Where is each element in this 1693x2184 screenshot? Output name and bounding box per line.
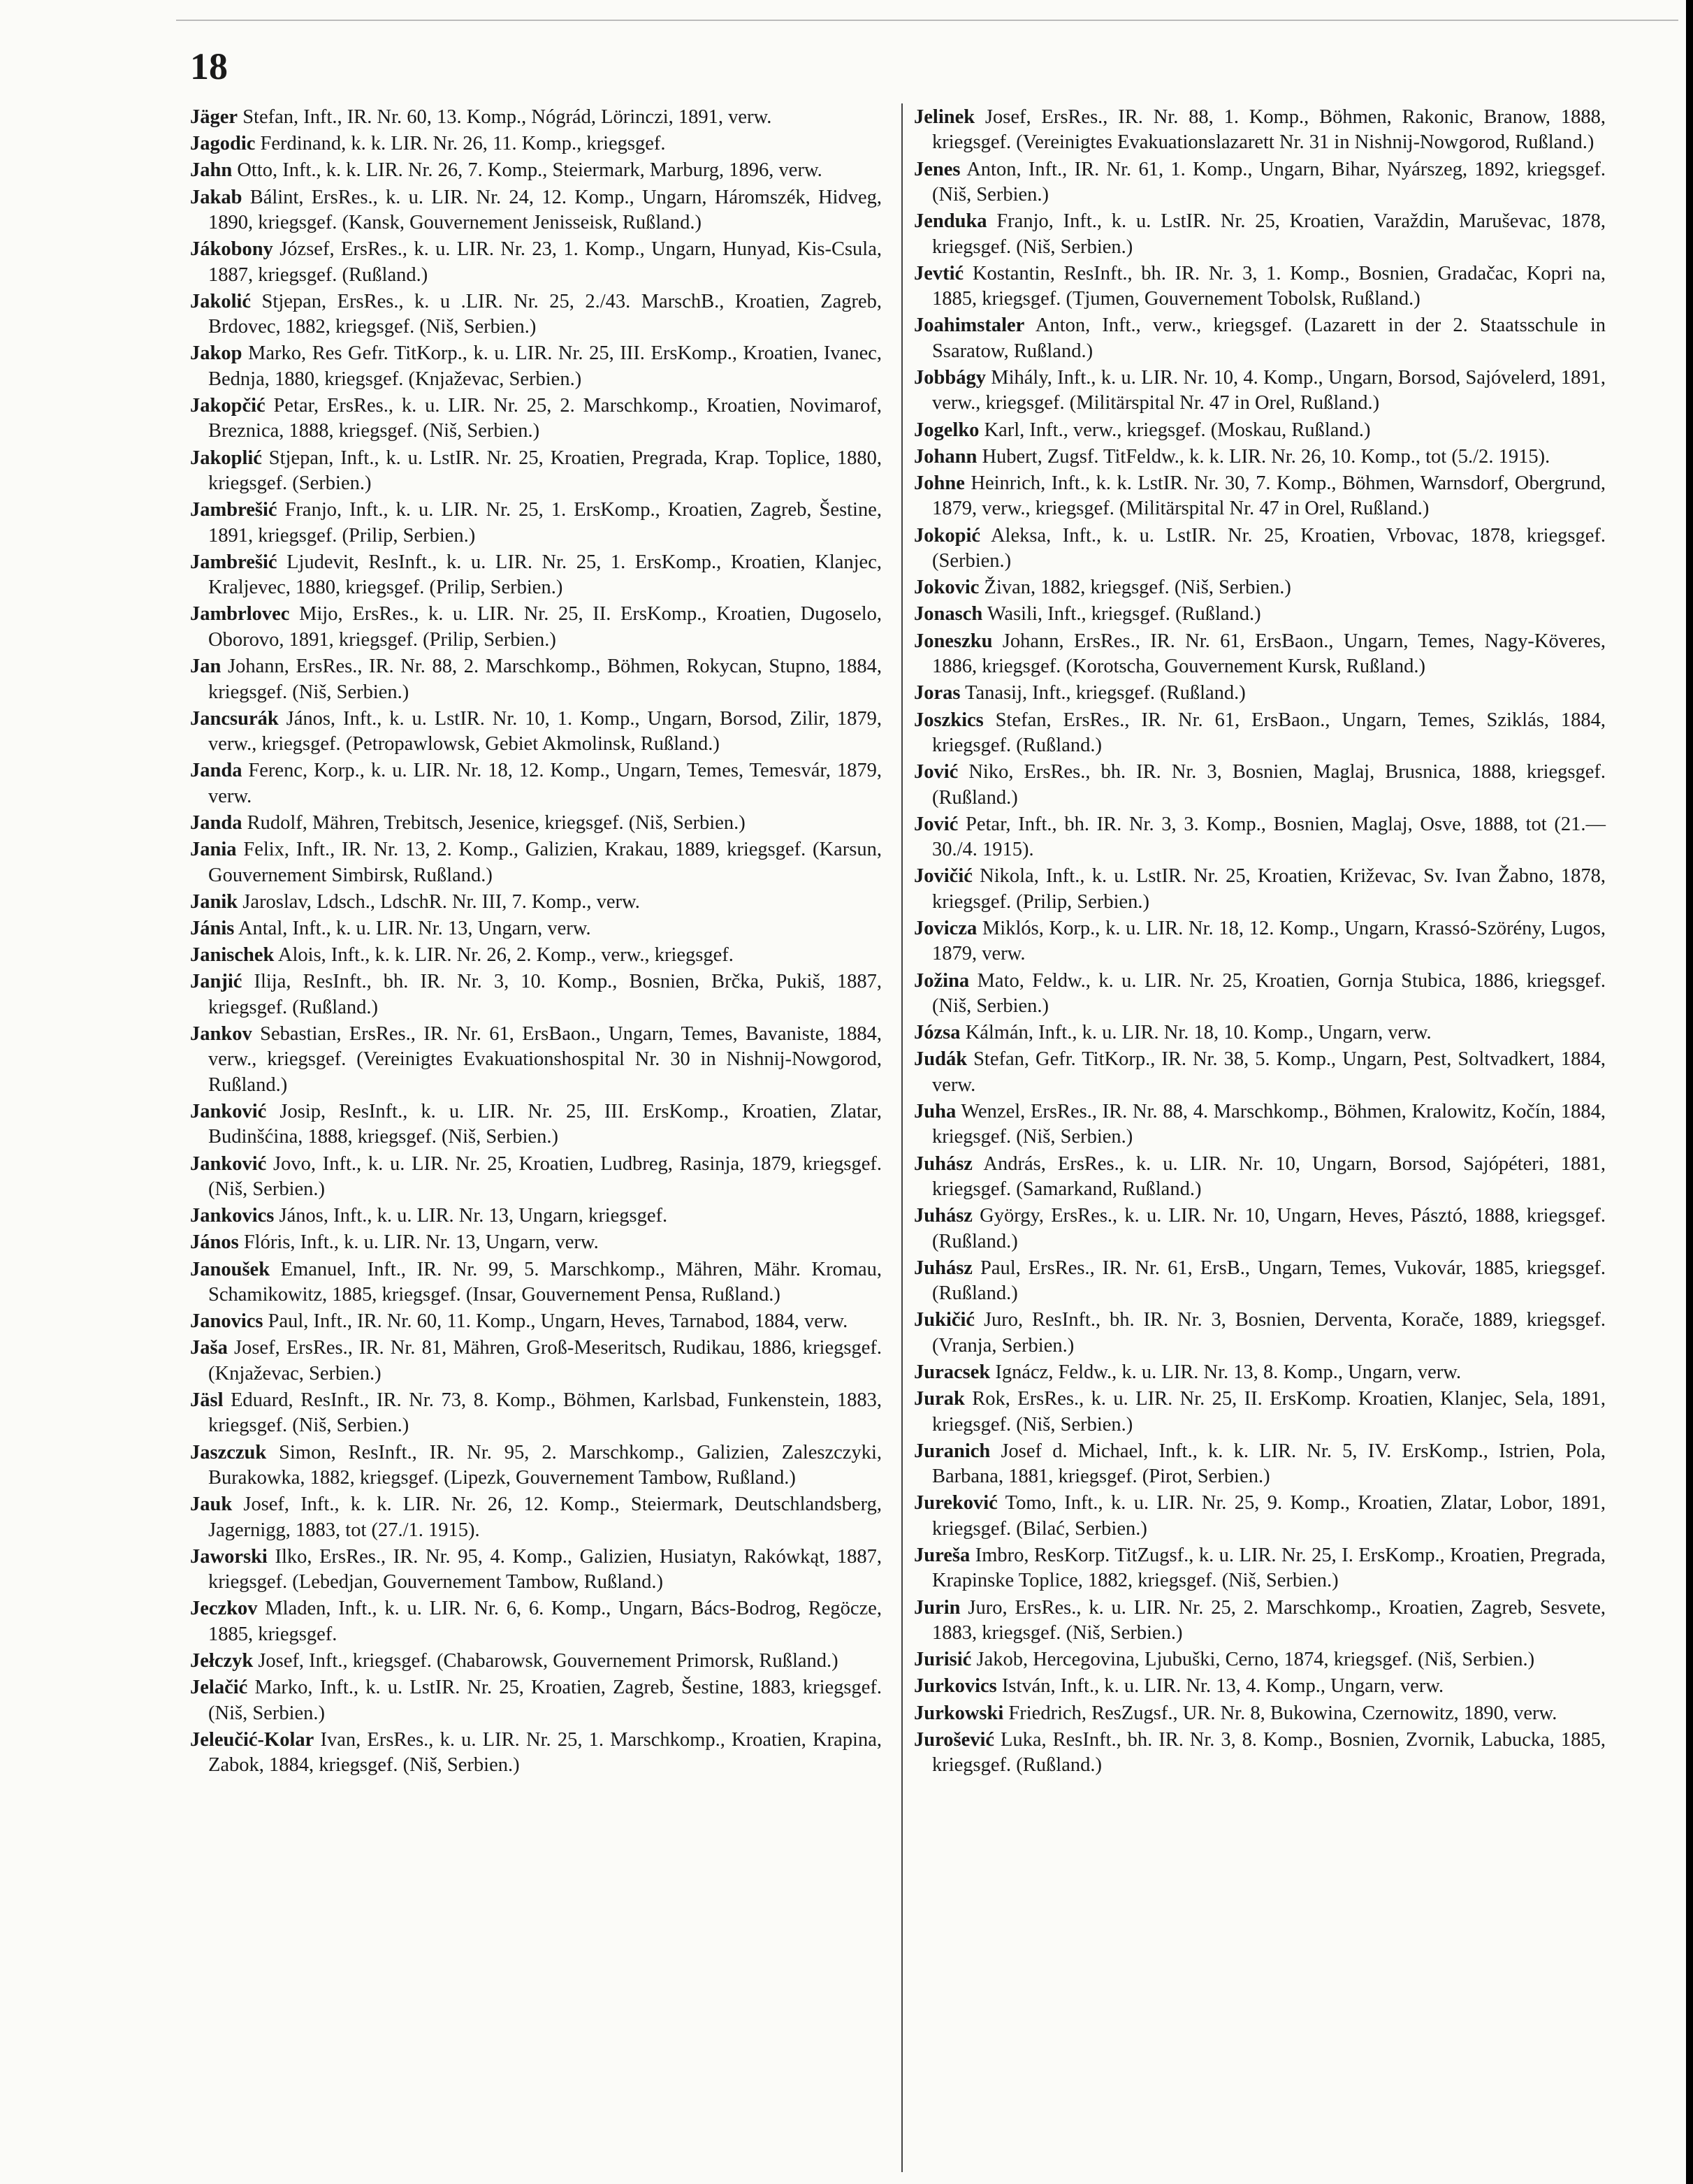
entry-details: Stjepan, Inft., k. u. LstIR. Nr. 25, Kroatien, Pregrada, Krap. Toplice, 1880, kriegsgef. (Serbien.)	[208, 447, 882, 495]
register-entry	[914, 1674, 1606, 1699]
entry-surname: Jauk	[190, 1494, 233, 1516]
entry-surname: Jambrlovec	[190, 603, 290, 625]
entry-surname: Jania	[190, 839, 237, 861]
entry-surname: Jenduka	[914, 210, 987, 233]
register-entry	[190, 393, 882, 444]
entry-surname: Jogelko	[914, 419, 980, 441]
left-column	[190, 105, 882, 1779]
entry-details: Rok, ErsRes., k. u. LIR. Nr. 25, II. ErsKomp. Kroatien, Klanjec, Sela, 1891, kriegsgef. (Niš, Serbien.)	[932, 1388, 1606, 1435]
register-entry	[190, 1545, 882, 1596]
entry-details: Aleksa, Inft., k. u. LstIR. Nr. 25, Kroatien, Vrbovac, 1878, kriegsgef. (Serbien.)	[932, 524, 1606, 572]
entry-surname: Jurkovics	[914, 1675, 997, 1698]
entry-surname: Janda	[190, 811, 242, 834]
register-entry	[914, 1647, 1606, 1672]
entry-details: Otto, Inft., k. k. LIR. Nr. 26, 7. Komp., Steiermark, Marburg, 1896, verw.	[232, 159, 822, 182]
register-entry	[190, 916, 882, 941]
entry-surname: Janik	[190, 890, 238, 913]
register-entry	[190, 446, 882, 497]
entry-surname: Juranich	[914, 1440, 991, 1462]
register-entry	[190, 1309, 882, 1334]
entry-surname: Jaša	[190, 1337, 228, 1359]
entry-details: Marko, Res Gefr. TitKorp., k. u. LIR. Nr. 25, III. ErsKomp., Kroatien, Ivanec, Bednja, 1880, kriegsgef. (Knjaževac, Serbien.)	[208, 342, 882, 390]
register-entry	[190, 1022, 882, 1098]
entry-surname: Jankov	[190, 1022, 252, 1045]
entry-surname: Jurkowski	[914, 1702, 1004, 1724]
entry-details: Petar, Inft., bh. IR. Nr. 3, 3. Komp., Bosnien, Maglaj, Osve, 1888, tot (21.—30./4. 1915).	[932, 813, 1606, 861]
entry-surname: Jović	[914, 761, 959, 783]
entry-surname: Jelačić	[190, 1677, 248, 1699]
entry-details: Anton, Inft., verw., kriegsgef. (Lazarett in der 2. Staatsschule in Ssaratow, Rußland.)	[932, 314, 1606, 362]
register-entry	[190, 1152, 882, 1203]
entry-details: Stefan, Inft., IR. Nr. 60, 13. Komp., Nógrád, Lörinczi, 1891, verw.	[238, 106, 772, 128]
register-entry	[190, 1336, 882, 1387]
entry-surname: Jakolić	[190, 290, 252, 312]
entry-surname: Jakop	[190, 342, 242, 365]
entry-details: János, Inft., k. u. LstIR. Nr. 10, 1. Komp., Ungarn, Borsod, Zilir, 1879, verw., kriegsgef. (Petropawlowsk, Gebiet Akmolinsk, Rußland.)	[208, 707, 882, 755]
entry-details: Johann, ErsRes., IR. Nr. 61, ErsBaon., Ungarn, Temes, Nagy-Köveres, 1886, kriegsgef. (Korotscha, Gouvernement Kursk, Rußland.)	[932, 630, 1606, 678]
register-entry	[914, 969, 1606, 1020]
register-entry	[914, 1596, 1606, 1647]
register-entry	[190, 1492, 882, 1543]
entry-details: Nikola, Inft., k. u. LstIR. Nr. 25, Kroatien, Križevac, Sv. Ivan Žabno, 1878, kriegsgef. (Prilip, Serbien.)	[932, 865, 1606, 913]
entry-surname: Jenes	[914, 158, 961, 180]
entry-surname: Jović	[914, 813, 959, 835]
entry-surname: Janković	[190, 1152, 267, 1175]
entry-surname: Jákobony	[190, 238, 273, 261]
entry-surname: Jagodic	[190, 133, 256, 155]
entry-surname: Jełczyk	[190, 1650, 254, 1672]
register-entry	[190, 1388, 882, 1439]
right-column	[914, 105, 1606, 1779]
entry-surname: Jokopić	[914, 524, 981, 547]
register-entry	[190, 185, 882, 236]
entry-surname: Jovicza	[914, 917, 978, 939]
register-entry	[190, 1596, 882, 1647]
entry-details: Tomo, Inft., k. u. LIR. Nr. 25, 9. Komp., Kroatien, Zlatar, Lobor, 1891, kriegsgef. (Bilać, Serbien.)	[932, 1492, 1606, 1540]
entry-surname: Johne	[914, 472, 965, 495]
entry-details: Kálmán, Inft., k. u. LIR. Nr. 18, 10. Komp., Ungarn, verw.	[960, 1022, 1432, 1044]
register-entry	[190, 890, 882, 915]
entry-details: Marko, Inft., k. u. LstIR. Nr. 25, Kroatien, Zagreb, Šestine, 1883, kriegsgef. (Niš, Serbien.)	[208, 1677, 882, 1724]
entry-surname: Janjić	[190, 971, 242, 993]
register-entry	[190, 341, 882, 392]
entry-details: Josip, ResInft., k. u. LIR. Nr. 25, III. ErsKomp., Kroatien, Zlatar, Budinšćina, 1888, kriegsgef. (Niš, Serbien.)	[208, 1100, 882, 1148]
entry-details: Juro, ResInft., bh. IR. Nr. 3, Bosnien, Derventa, Korače, 1889, kriegsgef. (Vranja, Serbien.)	[932, 1309, 1606, 1357]
register-entry	[914, 1701, 1606, 1726]
register-entry	[190, 1257, 882, 1308]
entry-surname: Janovics	[190, 1310, 263, 1333]
entry-surname: Juhász	[914, 1152, 973, 1175]
entry-surname: Jancsurák	[190, 707, 279, 730]
register-entry	[190, 1099, 882, 1150]
entry-surname: Jaszczuk	[190, 1441, 267, 1463]
entry-details: Wenzel, ErsRes., IR. Nr. 88, 4. Marschkomp., Böhmen, Kralowitz, Kočín, 1884, kriegsgef. (Niš, Serbien.)	[932, 1100, 1606, 1148]
register-entry	[190, 1728, 882, 1779]
register-entry	[914, 1728, 1606, 1779]
register-entry	[190, 969, 882, 1020]
entry-surname: Judák	[914, 1048, 968, 1071]
entry-details: Johann, ErsRes., IR. Nr. 88, 2. Marschkomp., Böhmen, Rokycan, Stupno, 1884, kriegsgef. (Niš, Serbien.)	[208, 656, 882, 703]
entry-surname: Jankovics	[190, 1205, 275, 1227]
entry-details: Rudolf, Mähren, Trebitsch, Jesenice, kriegsgef. (Niš, Serbien.)	[242, 811, 746, 834]
entry-details: György, ErsRes., k. u. LIR. Nr. 10, Ungarn, Heves, Pásztó, 1888, kriegsgef. (Rußland.)	[932, 1205, 1606, 1252]
entry-surname: Jakoplić	[190, 447, 262, 469]
entry-surname: Jeczkov	[190, 1598, 258, 1620]
entry-details: Stefan, Gefr. TitKorp., IR. Nr. 38, 5. Komp., Ungarn, Pest, Soltvadkert, 1884, verw.	[932, 1048, 1606, 1096]
entry-details: Mato, Feldw., k. u. LIR. Nr. 25, Kroatien, Gornja Stubica, 1886, kriegsgef. (Niš, Serbien.)	[932, 969, 1606, 1017]
entry-details: Ferdinand, k. k. LIR. Nr. 26, 11. Komp., kriegsgef.	[255, 133, 666, 155]
entry-surname: Jakopčić	[190, 395, 266, 417]
register-entry	[914, 1491, 1606, 1542]
entry-details: Niko, ErsRes., bh. IR. Nr. 3, Bosnien, Maglaj, Brusnica, 1888, kriegsgef. (Rußland.)	[932, 761, 1606, 809]
register-entry	[914, 313, 1606, 364]
entry-details: Ivan, ErsRes., k. u. LIR. Nr. 25, 1. Marschkomp., Kroatien, Krapina, Zabok, 1884, kriegsgef. (Niš, Serbien.)	[208, 1728, 882, 1777]
entry-details: Franjo, Inft., k. u. LstIR. Nr. 25, Kroatien, Varaždin, Maruševac, 1878, kriegsgef. (Niš, Serbien.)	[932, 210, 1606, 258]
entry-surname: Jahn	[190, 159, 233, 182]
entry-surname: Jambrešić	[190, 551, 277, 573]
entry-details: Mihály, Inft., k. u. LIR. Nr. 10, 4. Komp., Ungarn, Borsod, Sajóvelerd, 1891, verw., kriegsgef. (Militärspital Nr. 47 in Orel, Rußland.)	[932, 367, 1606, 414]
entry-details: Mladen, Inft., k. u. LIR. Nr. 6, 6. Komp., Ungarn, Bács-Bodrog, Regöcze, 1885, kriegsgef.	[208, 1598, 882, 1645]
entry-details: Antal, Inft., k. u. LIR. Nr. 13, Ungarn, verw.	[234, 917, 591, 939]
entry-details: Alois, Inft., k. k. LIR. Nr. 26, 2. Komp., verw., kriegsgef.	[274, 944, 734, 967]
register-entry	[914, 105, 1606, 156]
entry-details: Anton, Inft., IR. Nr. 61, 1. Komp., Ungarn, Bihar, Nyárszeg, 1892, kriegsgef. (Niš, Serbien.)	[932, 158, 1606, 206]
entry-details: Petar, ErsRes., k. u. LIR. Nr. 25, 2. Marschkomp., Kroatien, Novimarof, Breznica, 1888, kriegsgef. (Niš, Serbien.)	[208, 395, 882, 442]
entry-details: Eduard, ResInft., IR. Nr. 73, 8. Komp., Böhmen, Karlsbad, Funkenstein, 1883, kriegsgef. (Niš, Serbien.)	[208, 1389, 882, 1437]
page-number: 18	[190, 45, 228, 87]
register-entry	[914, 209, 1606, 260]
entry-details: István, Inft., k. u. LIR. Nr. 13, 4. Komp., Ungarn, verw.	[996, 1675, 1444, 1698]
entry-surname: Jokovic	[914, 577, 980, 599]
register-entry	[914, 864, 1606, 915]
entry-details: Paul, Inft., IR. Nr. 60, 11. Komp., Ungarn, Heves, Tarnabod, 1884, verw.	[263, 1310, 848, 1333]
register-entry	[914, 444, 1606, 470]
register-entry	[914, 708, 1606, 759]
register-entry	[914, 629, 1606, 680]
entry-details: Jakob, Hercegovina, Ljubuški, Cerno, 1874, kriegsgef. (Niš, Serbien.)	[971, 1649, 1535, 1671]
entry-surname: Janischek	[190, 944, 275, 967]
entry-surname: Jakab	[190, 186, 242, 208]
entry-details: Ljudevit, ResInft., k. u. LIR. Nr. 25, 1. ErsKomp., Kroatien, Klanjec, Kraljevec, 1880, kriegsgef. (Prilip, Serbien.)	[208, 551, 882, 599]
register-entry	[914, 575, 1606, 600]
entry-details: Heinrich, Inft., k. k. LstIR. Nr. 30, 7. Komp., Böhmen, Warnsdorf, Obergrund, 1879, verw., kriegsgef. (Militärspital Nr. 47 in Orel, Rußland.)	[932, 472, 1606, 520]
entry-surname: Józsa	[914, 1022, 961, 1044]
entry-details: Karl, Inft., verw., kriegsgef. (Moskau, Rußland.)	[979, 419, 1371, 441]
entry-surname: Jurošević	[914, 1728, 995, 1751]
entry-details: János, Inft., k. u. LIR. Nr. 13, Ungarn, kriegsgef.	[274, 1205, 668, 1227]
register-entry	[914, 1256, 1606, 1307]
register-entry	[914, 157, 1606, 208]
entry-details: Živan, 1882, kriegsgef. (Niš, Serbien.)	[979, 577, 1291, 599]
entry-details: Bálint, ErsRes., k. u. LIR. Nr. 24, 12. Komp., Ungarn, Háromszék, Hidveg, 1890, kriegsgef. (Kansk, Gouvernement Jenisseisk, Rußland.)	[208, 186, 882, 234]
entry-surname: Joszkics	[914, 709, 984, 731]
register-entry	[914, 1203, 1606, 1254]
entry-surname: Jovičić	[914, 865, 973, 888]
register-entry	[190, 758, 882, 809]
entry-surname: Jurak	[914, 1388, 965, 1410]
entry-details: Stjepan, ErsRes., k. u .LIR. Nr. 25, 2./43. MarschB., Kroatien, Zagreb, Brdovec, 1882, kriegsgef. (Niš, Serbien.)	[208, 290, 882, 338]
entry-details: András, ErsRes., k. u. LIR. Nr. 10, Ungarn, Borsod, Sajópéteri, 1881, kriegsgef. (Samarkand, Rußland.)	[932, 1152, 1606, 1200]
register-entry	[190, 158, 882, 183]
entry-details: Flóris, Inft., k. u. LIR. Nr. 13, Ungarn, verw.	[238, 1231, 599, 1254]
entry-details: Stefan, ErsRes., IR. Nr. 61, ErsBaon., Ungarn, Temes, Sziklás, 1884, kriegsgef. (Rußland.)	[932, 709, 1606, 756]
register-entry	[190, 1675, 882, 1726]
entry-surname: Jevtić	[914, 262, 964, 284]
register-entry	[914, 366, 1606, 417]
entry-details: Franjo, Inft., k. u. LIR. Nr. 25, 1. ErsKomp., Kroatien, Zagreb, Šestine, 1891, kriegsgef. (Prilip, Serbien.)	[208, 499, 882, 547]
entry-details: Tanasij, Inft., kriegsgef. (Rußland.)	[960, 682, 1246, 704]
register-entry	[914, 418, 1606, 443]
column-divider	[901, 103, 903, 2172]
register-entry	[914, 681, 1606, 706]
entry-details: Ilko, ErsRes., IR. Nr. 95, 4. Komp., Galizien, Husiatyn, Rakówkąt, 1887, kriegsgef. (Lebedjan, Gouvernement Tambow, Rußland.)	[208, 1545, 882, 1593]
entry-surname: Jäger	[190, 106, 238, 128]
entry-details: Jaroslav, Ldsch., LdschR. Nr. III, 7. Komp., verw.	[238, 890, 640, 913]
entry-details: Josef d. Michael, Inft., k. k. LIR. Nr. 5, IV. ErsKomp., Istrien, Pola, Barbana, 1881, kriegsgef. (Pirot, Serbien.)	[932, 1440, 1606, 1488]
entry-surname: Jurin	[914, 1596, 961, 1619]
register-entry	[190, 1649, 882, 1674]
register-entry	[914, 1439, 1606, 1490]
register-entry	[190, 707, 882, 758]
register-entry	[190, 1440, 882, 1491]
entry-details: Miklós, Korp., k. u. LIR. Nr. 18, 12. Komp., Ungarn, Krassó-Szörény, Lugos, 1879, verw.	[932, 917, 1606, 965]
entry-surname: Jožina	[914, 969, 970, 992]
entry-details: Juro, ErsRes., k. u. LIR. Nr. 25, 2. Marschkomp., Kroatien, Zagreb, Sesvete, 1883, kriegsgef. (Niš, Serbien.)	[932, 1596, 1606, 1644]
register-entry	[190, 602, 882, 653]
entry-details: Kostantin, ResInft., bh. IR. Nr. 3, 1. Komp., Bosnien, Gradačac, Kopri na, 1885, kriegsgef. (Tjumen, Gouvernement Tobolsk, Rußland.)	[932, 262, 1606, 310]
register-entry	[914, 916, 1606, 967]
entry-surname: Jureković	[914, 1492, 998, 1514]
entry-surname: Juracsek	[914, 1361, 991, 1384]
register-entry	[190, 131, 882, 157]
register-entry	[190, 811, 882, 836]
entry-details: Luka, ResInft., bh. IR. Nr. 3, 8. Komp., Bosnien, Zvornik, Labucka, 1885, kriegsgef. (Rußland.)	[932, 1728, 1606, 1777]
entry-details: Wasili, Inft., kriegsgef. (Rußland.)	[982, 603, 1261, 625]
entry-details: Ignácz, Feldw., k. u. LIR. Nr. 13, 8. Komp., Ungarn, verw.	[990, 1361, 1462, 1384]
entry-details: József, ErsRes., k. u. LIR. Nr. 23, 1. Komp., Ungarn, Hunyad, Kis-Csula, 1887, kriegsgef. (Rußland.)	[208, 238, 882, 286]
register-entry	[190, 943, 882, 968]
entry-surname: Jaworski	[190, 1545, 268, 1568]
register-entry	[914, 1543, 1606, 1594]
entry-surname: Jureša	[914, 1545, 971, 1567]
entry-surname: Jurisić	[914, 1649, 972, 1671]
entry-details: Josef, ErsRes., IR. Nr. 88, 1. Komp., Böhmen, Rakonic, Branow, 1888, kriegsgef. (Vereinigtes Evakuationslazarett Nr. 31 in Nishnij-Nowgorod, Rußland.)	[932, 106, 1606, 154]
entry-surname: Jobbágy	[914, 367, 986, 389]
entry-details: Friedrich, ResZugsf., UR. Nr. 8, Bukowina, Czernowitz, 1890, verw.	[1003, 1702, 1557, 1724]
register-entry	[914, 1387, 1606, 1438]
register-entry	[914, 760, 1606, 811]
register-entry	[190, 654, 882, 705]
register-entry	[914, 1360, 1606, 1385]
register-entry	[914, 1099, 1606, 1150]
register-entry	[190, 837, 882, 888]
entry-details: Simon, ResInft., IR. Nr. 95, 2. Marschkomp., Galizien, Zaleszczyki, Burakowka, 1882, kriegsgef. (Lipezk, Gouvernement Tambow, Rußland.)	[208, 1441, 882, 1489]
entry-surname: Jan	[190, 656, 221, 678]
entry-details: Ferenc, Korp., k. u. LIR. Nr. 18, 12. Komp., Ungarn, Temes, Temesvár, 1879, verw.	[208, 760, 882, 807]
page-edge	[176, 20, 1678, 21]
entry-details: Josef, Inft., k. k. LIR. Nr. 26, 12. Komp., Steiermark, Deutschlandsberg, Jagernigg, 1883, tot (27./1. 1915).	[208, 1494, 882, 1541]
entry-surname: Jeleučić-Kolar	[190, 1728, 314, 1751]
entry-surname: Jelinek	[914, 106, 975, 128]
entry-details: Felix, Inft., IR. Nr. 13, 2. Komp., Galizien, Krakau, 1889, kriegsgef. (Karsun, Gouvernement Simbirsk, Rußland.)	[208, 839, 882, 886]
register-entry	[914, 261, 1606, 312]
register-entry	[190, 289, 882, 340]
entry-details: Hubert, Zugsf. TitFeldw., k. k. LIR. Nr. 26, 10. Komp., tot (5./2. 1915).	[977, 445, 1550, 468]
entry-surname: Joneszku	[914, 630, 993, 652]
register-entry	[190, 1230, 882, 1255]
entry-surname: Johann	[914, 445, 978, 468]
entry-details: Mijo, ErsRes., k. u. LIR. Nr. 25, II. ErsKomp., Kroatien, Dugoselo, Oborovo, 1891, kriegsgef. (Prilip, Serbien.)	[208, 603, 882, 651]
register-entry	[190, 105, 882, 130]
entry-details: Emanuel, Inft., IR. Nr. 99, 5. Marschkomp., Mähren, Mähr. Kromau, Schamikowitz, 1885, kriegsgef. (Insar, Gouvernement Pensa, Rußland.)	[208, 1258, 882, 1306]
entry-surname: Jambrešić	[190, 499, 277, 521]
entry-details: Sebastian, ErsRes., IR. Nr. 61, ErsBaon., Ungarn, Temes, Bavaniste, 1884, verw., kriegsgef. (Vereinigtes Evakuationshospital Nr. 30 in Nishnij-Nowgorod, Rußland.)	[208, 1022, 882, 1096]
scan-border	[1686, 0, 1693, 2184]
register-entry	[914, 523, 1606, 574]
register-entry	[914, 1152, 1606, 1203]
register-entry	[914, 471, 1606, 522]
entry-surname: Joras	[914, 682, 961, 704]
entry-surname: Juhász	[914, 1257, 973, 1279]
entry-surname: Joahimstaler	[914, 314, 1025, 337]
entry-surname: Janoušek	[190, 1258, 270, 1280]
entry-surname: Jonasch	[914, 603, 983, 625]
entry-details: Josef, Inft., kriegsgef. (Chabarowsk, Gouvernement Primorsk, Rußland.)	[253, 1650, 838, 1672]
entry-details: Imbro, ResKorp. TitZugsf., k. u. LIR. Nr. 25, I. ErsKomp., Kroatien, Pregrada, Krapinske Toplice, 1882, kriegsgef. (Niš, Serbien.)	[932, 1545, 1606, 1592]
entry-details: Ilija, ResInft., bh. IR. Nr. 3, 10. Komp., Bosnien, Brčka, Pukiš, 1887, kriegsgef. (Rußland.)	[208, 971, 882, 1018]
register-entry	[914, 812, 1606, 863]
entry-surname: Jäsl	[190, 1389, 224, 1412]
register-entry	[190, 1203, 882, 1229]
entry-surname: Jukičić	[914, 1309, 975, 1331]
register-entry	[914, 1020, 1606, 1046]
entry-surname: Jánis	[190, 917, 235, 939]
entry-details: Paul, ErsRes., IR. Nr. 61, ErsB., Ungarn, Temes, Vukovár, 1885, kriegsgef. (Rußland.)	[932, 1257, 1606, 1305]
register-entry	[190, 498, 882, 549]
entry-details: Josef, ErsRes., IR. Nr. 81, Mähren, Groß-Meseritsch, Rudikau, 1886, kriegsgef. (Knjaževac, Serbien.)	[208, 1337, 882, 1384]
entry-surname: János	[190, 1231, 239, 1254]
entry-details: Jovo, Inft., k. u. LIR. Nr. 25, Kroatien, Ludbreg, Rasinja, 1879, kriegsgef. (Niš, Serbien.)	[208, 1152, 882, 1200]
register-entry	[914, 602, 1606, 627]
entry-surname: Juha	[914, 1100, 957, 1122]
register-entry	[190, 237, 882, 288]
register-entry	[190, 550, 882, 601]
register-entry	[914, 1047, 1606, 1098]
entry-surname: Juhász	[914, 1205, 973, 1227]
entry-surname: Janda	[190, 760, 242, 782]
entry-surname: Janković	[190, 1100, 267, 1122]
register-entry	[914, 1308, 1606, 1359]
